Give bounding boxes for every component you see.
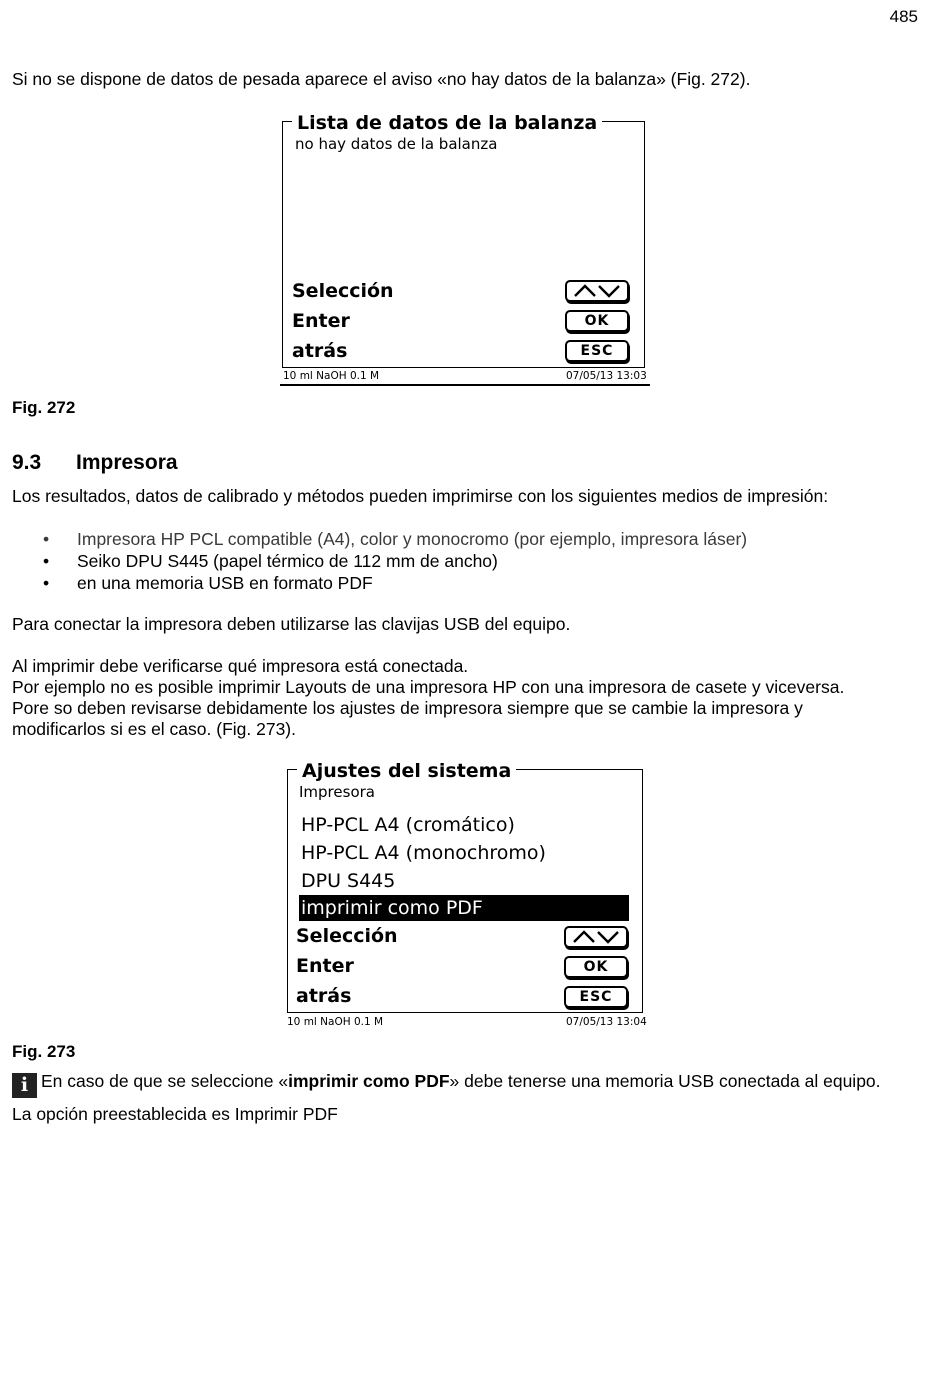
list-item: • en una memoria USB en formato PDF: [43, 572, 747, 594]
intro-paragraph: Si no se dispone de datos de pesada aparece el aviso «no hay datos de la balanza» (Fig. 272).: [12, 69, 751, 89]
printer-option-dpu[interactable]: DPU S445: [301, 870, 396, 892]
paragraph-usb: Para conectar la impresora deben utilizarse las clavijas USB del equipo.: [12, 614, 571, 634]
up-down-keys[interactable]: [564, 926, 628, 948]
print-media-list: [43, 528, 747, 594]
printer-option-pdf-selected[interactable]: imprimir como PDF: [299, 895, 629, 921]
fig273-screen: [285, 760, 647, 1032]
up-down-keys[interactable]: [565, 280, 629, 302]
note-text-after: » debe tenerse una memoria USB conectada al equipo.: [449, 1071, 881, 1091]
screen-subtitle: Impresora: [299, 783, 375, 801]
esc-key[interactable]: ESC: [564, 986, 628, 1008]
fig272-screen: [280, 112, 650, 388]
paragraph-print-media: Los resultados, datos de calibrado y métodos pueden imprimirse con los siguientes medios de impresión:: [12, 486, 829, 506]
note-text-before: En caso de que se seleccione «: [41, 1071, 289, 1091]
page-number: 485: [889, 7, 918, 26]
esc-key[interactable]: ESC: [565, 340, 629, 362]
enter-label: Enter: [296, 955, 354, 977]
paragraph-verify-line: modificarlos si es el caso. (Fig. 273).: [12, 719, 296, 739]
section-number: 9.3: [12, 451, 42, 474]
pdf-note: [12, 1071, 881, 1098]
screen-title: Ajustes del sistema: [297, 760, 516, 782]
fig273-caption: Fig. 273: [12, 1042, 76, 1061]
back-label: atrás: [296, 985, 352, 1007]
section-title: Impresora: [76, 451, 178, 474]
status-method: 10 ml NaOH 0.1 M: [287, 1016, 384, 1028]
printer-option-hp-color[interactable]: HP-PCL A4 (cromático): [301, 814, 515, 836]
ok-key[interactable]: OK: [565, 310, 629, 332]
paragraph-verify-line: Al imprimir debe verificarse qué impresora está conectada.: [12, 656, 469, 676]
printer-option-hp-mono[interactable]: HP-PCL A4 (monochromo): [301, 842, 546, 864]
note-default-option: La opción preestablecida es Imprimir PDF: [12, 1104, 338, 1124]
status-method: 10 ml NaOH 0.1 M: [283, 370, 380, 382]
back-label: atrás: [292, 340, 348, 362]
selection-label: Selección: [292, 280, 394, 302]
up-down-arrows-icon: [570, 930, 622, 944]
fig272-caption: Fig. 272: [12, 398, 76, 417]
note-text-bold: imprimir como PDF: [288, 1071, 450, 1091]
enter-label: Enter: [292, 310, 350, 332]
paragraph-verify-line: Por ejemplo no es posible imprimir Layouts de una impresora HP con una impresora de casete y viceversa.: [12, 677, 845, 697]
screen-title: Lista de datos de la balanza: [292, 112, 602, 134]
screen-subtitle: no hay datos de la balanza: [295, 135, 498, 153]
list-item: • Seiko DPU S445 (papel térmico de 112 mm de ancho): [43, 550, 747, 572]
paragraph-verify-line: Pore so deben revisarse debidamente los ajustes de impresora siempre que se cambie la impresora y: [12, 698, 803, 718]
ok-key[interactable]: OK: [564, 956, 628, 978]
selection-label: Selección: [296, 925, 398, 947]
list-item: • Impresora HP PCL compatible (A4), color y monocromo (por ejemplo, impresora láser): [43, 528, 747, 550]
info-icon: i: [12, 1073, 37, 1098]
up-down-arrows-icon: [571, 284, 623, 298]
status-datetime: 07/05/13 13:03: [566, 370, 647, 382]
status-divider: [280, 384, 650, 386]
status-datetime: 07/05/13 13:04: [566, 1016, 647, 1028]
